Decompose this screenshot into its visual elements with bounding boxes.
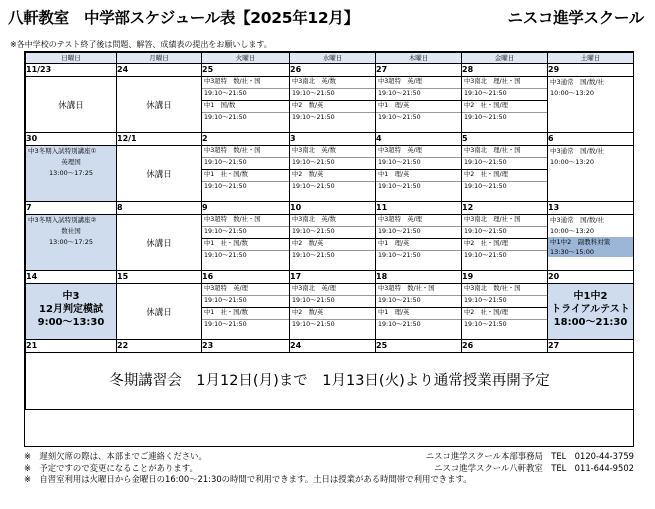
class-line: 中1 理/英 bbox=[376, 170, 461, 182]
calendar-grid bbox=[25, 52, 634, 410]
day-cell bbox=[548, 77, 634, 133]
class-line: 中1 社・国/数 bbox=[202, 308, 289, 320]
date-cell: 13 bbox=[548, 202, 634, 215]
date-cell: 26 bbox=[462, 340, 548, 353]
day-cell bbox=[548, 146, 634, 202]
class-time: 19:10〜21:50 bbox=[290, 296, 375, 308]
class-line: 中3超特 英/理 bbox=[376, 77, 461, 89]
date-cell: 15 bbox=[117, 271, 202, 284]
class-time: 19:10〜21:50 bbox=[378, 113, 421, 121]
date-cell: 22 bbox=[117, 340, 202, 353]
event-subjects: 数社国 bbox=[61, 227, 81, 235]
date-cell: 3 bbox=[290, 133, 376, 146]
date-cell: 12 bbox=[462, 202, 548, 215]
date-cell: 28 bbox=[462, 64, 548, 77]
class-line: 中2 社・国/理 bbox=[462, 308, 547, 320]
special-class-time: 13:30〜15:00 bbox=[548, 247, 633, 257]
event-time: 10:00〜13:20 bbox=[550, 158, 594, 166]
date-cell: 10 bbox=[290, 202, 376, 215]
class-time: 19:10〜21:50 bbox=[202, 296, 289, 308]
date-cell: 19 bbox=[462, 271, 548, 284]
header bbox=[8, 6, 648, 36]
date-cell: 9 bbox=[202, 202, 290, 215]
day-cell bbox=[548, 284, 634, 340]
note: ※各中学校のテスト終了後は問題、解答、成績表の提出をお願いします。 bbox=[10, 40, 272, 49]
class-line: 中3超特 数/社・国 bbox=[376, 284, 461, 296]
class-time: 19:10〜21:50 bbox=[464, 113, 507, 121]
date-cell: 24 bbox=[117, 64, 202, 77]
date-cell: 11 bbox=[376, 202, 462, 215]
date-cell: 4 bbox=[376, 133, 462, 146]
date-cell: 20 bbox=[548, 271, 634, 284]
day-cell bbox=[376, 77, 462, 133]
day-cell bbox=[462, 77, 548, 133]
day-cell bbox=[290, 77, 376, 133]
class-time: 19:10〜21:50 bbox=[204, 182, 247, 190]
week-2-dates bbox=[26, 133, 634, 146]
event-time: 10:00〜13:20 bbox=[550, 227, 594, 235]
winter-notice: 冬期講習会 1月12日(月)まで 1月13日(火)より通常授業再開予定 bbox=[26, 353, 634, 410]
day-cell bbox=[462, 215, 548, 271]
class-line: 中1 理/英 bbox=[376, 239, 461, 251]
exam-time: 9:00〜13:30 bbox=[37, 317, 105, 328]
class-time: 19:10〜21:50 bbox=[378, 182, 421, 190]
class-line: 中3超特 数/社・国 bbox=[202, 215, 289, 227]
class-line: 中3超特 英/理 bbox=[376, 146, 461, 158]
date-cell: 8 bbox=[117, 202, 202, 215]
class-time: 19:10〜21:50 bbox=[292, 182, 335, 190]
day-cell bbox=[26, 146, 117, 202]
day-cell bbox=[26, 284, 117, 340]
class-line: 中2 社・国/理 bbox=[462, 170, 547, 182]
weekday-sun: 日曜日 bbox=[26, 53, 117, 64]
event-title: 中3通常 国/数/社 bbox=[550, 147, 605, 155]
exam-title: トライアルテスト bbox=[551, 304, 630, 315]
day-cell bbox=[290, 146, 376, 202]
page-title: 八軒教室 中学部スケジュール表【2025年12月】 bbox=[8, 9, 359, 27]
day-cell bbox=[376, 146, 462, 202]
week-1-body bbox=[26, 77, 634, 133]
date-cell: 29 bbox=[548, 64, 634, 77]
contact-classroom: ニスコ進学スクール八軒教室 TEL 011-644-9502 bbox=[434, 462, 634, 473]
closed-label: 休講日 bbox=[146, 308, 172, 318]
date-cell: 27 bbox=[376, 64, 462, 77]
class-time: 19:10〜21:50 bbox=[376, 158, 461, 170]
exam-event bbox=[548, 284, 633, 329]
class-line: 中2 数/英 bbox=[290, 239, 375, 251]
class-line: 中3南北 英/理 bbox=[290, 284, 375, 296]
class-line: 中1 社・国/数 bbox=[202, 239, 289, 251]
closed-label: 休講日 bbox=[146, 101, 172, 111]
class-line: 中2 数/英 bbox=[290, 170, 375, 182]
exam-grade: 中1中2 bbox=[573, 291, 608, 302]
class-line: 中3超特 英/理 bbox=[202, 284, 289, 296]
class-time: 19:10〜21:50 bbox=[464, 182, 507, 190]
footer-row bbox=[24, 463, 634, 475]
day-cell bbox=[117, 215, 202, 271]
date-cell: 30 bbox=[26, 133, 117, 146]
weekday-mon: 月曜日 bbox=[117, 53, 202, 64]
class-time: 19:10〜21:50 bbox=[202, 89, 289, 101]
class-line: 中1 理/英 bbox=[376, 308, 461, 320]
class-line: 中3南北 英/数 bbox=[290, 146, 375, 158]
footer bbox=[24, 451, 634, 486]
day-cell bbox=[462, 146, 548, 202]
date-cell: 7 bbox=[26, 202, 117, 215]
class-time: 19:10〜21:50 bbox=[292, 320, 335, 328]
weekday-wed: 水曜日 bbox=[290, 53, 376, 64]
week-5-dates bbox=[26, 340, 634, 353]
class-time: 19:10〜21:50 bbox=[292, 251, 335, 259]
date-cell: 11/23 bbox=[26, 64, 117, 77]
week-5-body bbox=[26, 353, 634, 410]
class-line: 中2 数/英 bbox=[290, 101, 375, 113]
day-cell bbox=[117, 77, 202, 133]
week-2-body bbox=[26, 146, 634, 202]
class-time: 19:10〜21:50 bbox=[376, 296, 461, 308]
event-time: 13:00〜17:25 bbox=[49, 238, 93, 246]
day-cell bbox=[548, 215, 634, 271]
class-line: 中3超特 英/理 bbox=[376, 215, 461, 227]
class-time: 19:10〜21:50 bbox=[290, 89, 375, 101]
event-time: 13:00〜17:25 bbox=[49, 169, 93, 177]
day-cell bbox=[462, 284, 548, 340]
class-time: 19:10〜21:50 bbox=[378, 320, 421, 328]
footer-note: ※ 遅刻欠席の際は、本部までご連絡ください。 bbox=[24, 451, 207, 461]
date-cell: 16 bbox=[202, 271, 290, 284]
day-cell bbox=[376, 215, 462, 271]
class-time: 19:10〜21:50 bbox=[462, 158, 547, 170]
special-class-title: 中1中2 副教科対策 bbox=[548, 237, 633, 247]
exam-grade: 中3 bbox=[62, 291, 80, 302]
class-time: 19:10〜21:50 bbox=[464, 320, 507, 328]
week-4-dates bbox=[26, 271, 634, 284]
class-time: 19:10〜21:50 bbox=[204, 320, 247, 328]
exam-time: 18:00〜21:30 bbox=[553, 317, 628, 328]
closed-label: 休講日 bbox=[146, 170, 172, 180]
day-cell bbox=[117, 146, 202, 202]
class-time: 19:10〜21:50 bbox=[376, 227, 461, 239]
day-cell bbox=[26, 215, 117, 271]
week-4-body bbox=[26, 284, 634, 340]
date-cell: 12/1 bbox=[117, 133, 202, 146]
event-title: 中3通常 国/数/社 bbox=[550, 216, 605, 224]
class-time: 19:10〜21:50 bbox=[202, 227, 289, 239]
class-line: 中3超特 数/社・国 bbox=[202, 146, 289, 158]
footer-row bbox=[24, 474, 634, 486]
day-cell bbox=[290, 215, 376, 271]
class-time: 19:10〜21:50 bbox=[204, 113, 247, 121]
weekday-tue: 火曜日 bbox=[202, 53, 290, 64]
date-cell: 27 bbox=[548, 340, 634, 353]
date-cell: 25 bbox=[376, 340, 462, 353]
class-time: 19:10〜21:50 bbox=[378, 251, 421, 259]
date-cell: 6 bbox=[548, 133, 634, 146]
day-cell bbox=[376, 284, 462, 340]
weekday-header-row bbox=[26, 53, 634, 64]
class-line: 中3南北 理/社・国 bbox=[462, 77, 547, 89]
week-1-dates bbox=[26, 64, 634, 77]
closed-label: 休講日 bbox=[58, 101, 84, 111]
date-cell: 18 bbox=[376, 271, 462, 284]
contact-hq: ニスコ進学スクール本部事務局 TEL 0120-44-3759 bbox=[425, 451, 634, 461]
class-time: 19:10〜21:50 bbox=[290, 158, 375, 170]
footer-note: ※ 自習室利用は火曜日から金曜日の16:00〜21:30の時間で利用できます。土日は授業がある時間帯で利用できます。 bbox=[24, 474, 472, 484]
day-cell bbox=[202, 146, 290, 202]
class-line: 中3南北 英/数 bbox=[290, 215, 375, 227]
class-time: 19:10〜21:50 bbox=[464, 251, 507, 259]
week-3-body bbox=[26, 215, 634, 271]
footer-note: ※ 予定ですので変更になることがあります。 bbox=[24, 462, 198, 473]
class-line: 中3南北 数/社・国 bbox=[462, 284, 547, 296]
exam-title: 12月判定模試 bbox=[39, 304, 103, 315]
day-cell bbox=[26, 77, 117, 133]
date-cell: 25 bbox=[202, 64, 290, 77]
footer-row bbox=[24, 451, 634, 463]
class-line: 中3南北 英/数 bbox=[290, 77, 375, 89]
exam-event bbox=[26, 284, 116, 329]
class-time: 19:10〜21:50 bbox=[292, 113, 335, 121]
class-line: 中3南北 理/社・国 bbox=[462, 215, 547, 227]
brand-name: ニスコ進学スクール bbox=[507, 9, 644, 27]
date-cell: 26 bbox=[290, 64, 376, 77]
class-time: 19:10〜21:50 bbox=[462, 227, 547, 239]
class-time: 19:10〜21:50 bbox=[202, 158, 289, 170]
date-cell: 21 bbox=[26, 340, 117, 353]
closed-label: 休講日 bbox=[146, 239, 172, 249]
class-time: 19:10〜21:50 bbox=[376, 89, 461, 101]
class-time: 19:10〜21:50 bbox=[462, 296, 547, 308]
class-line: 中2 数/英 bbox=[290, 308, 375, 320]
event-title: 中3通常 国/数/社 bbox=[550, 78, 605, 86]
weekday-fri: 金曜日 bbox=[462, 53, 548, 64]
day-cell bbox=[290, 284, 376, 340]
week-3-dates bbox=[26, 202, 634, 215]
class-line: 中3超特 数/社・国 bbox=[202, 77, 289, 89]
date-cell: 5 bbox=[462, 133, 548, 146]
class-time: 19:10〜21:50 bbox=[462, 89, 547, 101]
event-title: 中3冬期入試特別講座② bbox=[28, 216, 97, 224]
event-subjects: 英理国 bbox=[61, 158, 81, 166]
calendar bbox=[24, 51, 634, 447]
date-cell: 17 bbox=[290, 271, 376, 284]
class-time: 19:10〜21:50 bbox=[204, 251, 247, 259]
day-cell bbox=[202, 215, 290, 271]
class-time: 19:10〜21:50 bbox=[290, 227, 375, 239]
class-line: 中2 社・国/理 bbox=[462, 101, 547, 113]
day-cell bbox=[202, 77, 290, 133]
date-cell: 14 bbox=[26, 271, 117, 284]
day-cell bbox=[117, 284, 202, 340]
date-cell: 23 bbox=[202, 340, 290, 353]
class-line: 中2 社・国/理 bbox=[462, 239, 547, 251]
weekday-sat: 土曜日 bbox=[548, 53, 634, 64]
date-cell: 24 bbox=[290, 340, 376, 353]
weekday-thu: 木曜日 bbox=[376, 53, 462, 64]
class-line: 中1 理/英 bbox=[376, 101, 461, 113]
event-time: 10:00〜13:20 bbox=[550, 89, 594, 97]
event-title: 中3冬期入試特別講座① bbox=[28, 147, 97, 155]
class-line: 中1 国/数 bbox=[202, 101, 289, 113]
class-line: 中3南北 理/社・国 bbox=[462, 146, 547, 158]
day-cell bbox=[202, 284, 290, 340]
class-line: 中1 社・国/数 bbox=[202, 170, 289, 182]
date-cell: 2 bbox=[202, 133, 290, 146]
